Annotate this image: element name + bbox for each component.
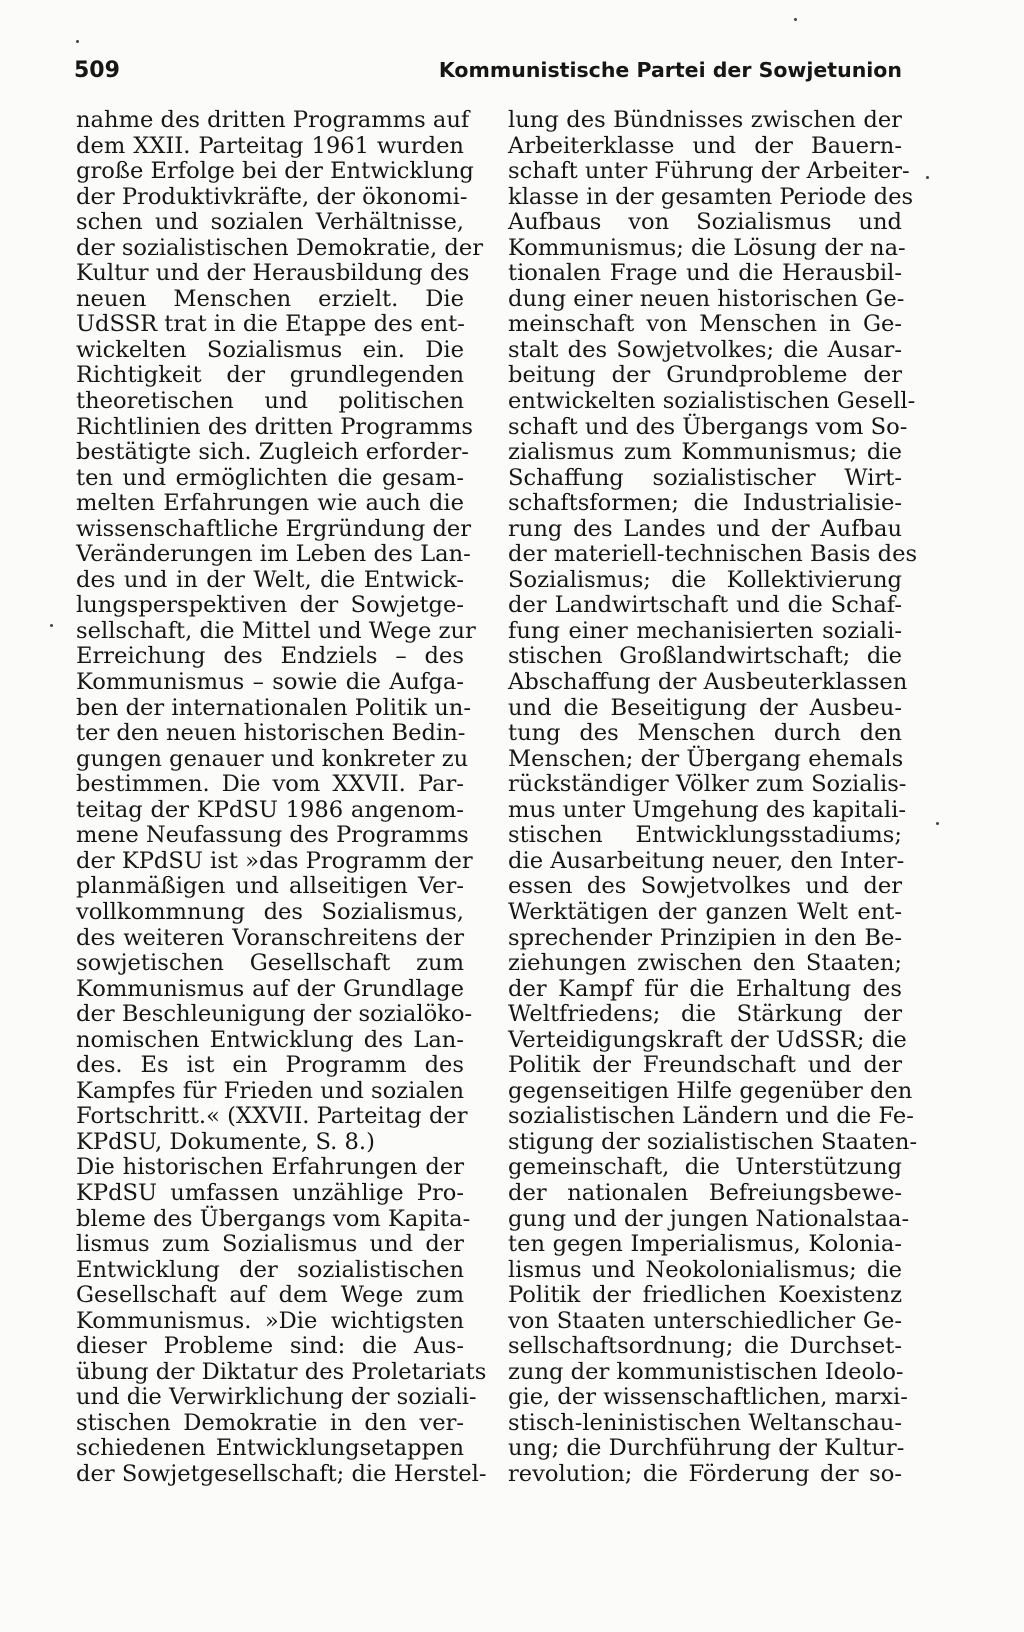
text-line: der materiell-technischen Basis des [508, 541, 918, 568]
text-line: gung und der jungen Nationalstaa- [508, 1205, 910, 1232]
text-line: sowjetischen Gesellschaft zum [76, 950, 464, 977]
text-line: Politik der friedlichen Koexistenz [508, 1282, 902, 1309]
text-line: des und in der Welt, die Entwick- [76, 566, 464, 593]
text-line: lismus zum Sozialismus und der [76, 1231, 464, 1258]
text-line: Arbeiterklasse und der Bauern- [508, 132, 902, 159]
text-line: sellschaftsordnung; die Durchset- [508, 1333, 902, 1360]
text-line: tung des Menschen durch den [508, 720, 902, 747]
text-line: Kommunismus auf der Grundlage [76, 975, 464, 1002]
text-line: große Erfolge bei der Entwicklung [76, 158, 474, 185]
text-line: der Landwirtschaft und die Schaf- [508, 592, 902, 619]
text-line: Schaffung sozialistischer Wirt- [508, 464, 902, 491]
text-line: Menschen; der Übergang ehemals [508, 745, 904, 772]
text-line: gegenseitigen Hilfe gegenüber den [508, 1077, 913, 1104]
text-line: beitung der Grundprobleme der [508, 362, 902, 389]
text-line: dem XXII. Parteitag 1961 wurden [76, 132, 464, 159]
text-line: Richtlinien des dritten Programms [76, 413, 474, 440]
text-line: vollkommnung des Sozialismus, [76, 898, 464, 925]
text-line: Richtigkeit der grundlegenden [76, 362, 464, 389]
text-line: ten gegen Imperialismus, Kolonia- [508, 1231, 902, 1258]
text-line: mene Neufassung des Programms [76, 822, 469, 849]
text-line: lismus und Neokolonialismus; die [508, 1256, 902, 1283]
text-line: Kommunismus; die Lösung der na- [508, 234, 906, 261]
text-line: der Produktivkräfte, der ökonomi- [76, 183, 468, 210]
text-line: revolution; die Förderung der so- [508, 1460, 902, 1487]
text-line: zung der kommunistischen Ideolo- [508, 1358, 904, 1385]
text-line: Werktätigen der ganzen Welt ent- [508, 898, 902, 925]
text-line: sozialistischen Ländern und die Fe- [508, 1103, 914, 1130]
text-line: Politik der Freundschaft und der [508, 1052, 902, 1079]
text-line: klasse in der gesamten Periode des [508, 183, 914, 210]
text-line: dung einer neuen historischen Ge- [508, 285, 905, 312]
text-line: ten und ermöglichten die gesam- [76, 464, 464, 491]
text-line: Abschaffung der Ausbeuterklassen [508, 669, 908, 696]
right-text-column [508, 107, 918, 1488]
scan-speck [50, 624, 53, 627]
text-line: gungen genauer und konkreter zu [76, 745, 469, 772]
text-line: ung; die Durchführung der Kultur- [508, 1435, 905, 1462]
text-line: Verteidigungskraft der UdSSR; die [508, 1026, 907, 1053]
text-line: rung des Landes und der Aufbau [508, 515, 902, 542]
text-line: die Ausarbeitung neuer, den Inter- [508, 847, 905, 874]
text-line: der Sowjetgesellschaft; die Herstel- [76, 1460, 487, 1487]
text-line: bestätigte sich. Zugleich erforder- [76, 439, 469, 466]
text-line: theoretischen und politischen [76, 388, 464, 415]
text-line: UdSSR trat in die Etappe des ent- [76, 311, 465, 338]
text-line: wickelten Sozialismus ein. Die [76, 336, 464, 363]
text-line: nomischen Entwicklung des Lan- [76, 1026, 464, 1053]
text-line: Aufbaus von Sozialismus und [508, 209, 902, 236]
text-line: Sozialismus; die Kollektivierung [508, 566, 902, 593]
text-line: von Staaten unterschiedlicher Ge- [508, 1307, 902, 1334]
text-line: bestimmen. Die vom XXVII. Par- [76, 771, 464, 798]
text-line: Weltfriedens; die Stärkung der [508, 1001, 902, 1028]
text-line: stalt des Sowjetvolkes; die Ausar- [508, 336, 902, 363]
text-line: schen und sozialen Verhältnisse, [76, 209, 464, 236]
text-line: Entwicklung der sozialistischen [76, 1256, 464, 1283]
scan-speck [794, 18, 797, 21]
text-line: entwickelten sozialistischen Gesell- [508, 388, 916, 415]
text-line: zialismus zum Kommunismus; die [508, 439, 902, 466]
text-line: stisch-leninistischen Weltanschau- [508, 1409, 902, 1436]
text-line: Die historischen Erfahrungen der [76, 1154, 464, 1181]
text-line: der Kampf für die Erhaltung des [508, 975, 902, 1002]
scan-speck [76, 40, 79, 43]
text-line: und die Beseitigung der Ausbeu- [508, 694, 902, 721]
text-line: des. Es ist ein Programm des [76, 1052, 464, 1079]
text-line: stischen Entwicklungsstadiums; [508, 822, 902, 849]
text-line: wissenschaftliche Ergründung der [76, 515, 472, 542]
text-line: gemeinschaft, die Unterstützung [508, 1154, 902, 1181]
text-line: schaft und des Übergangs vom So- [508, 413, 908, 440]
text-line: essen des Sowjetvolkes und der [508, 873, 902, 900]
text-line: ter den neuen historischen Bedin- [76, 720, 466, 747]
text-line: lung des Bündnisses zwischen der [508, 107, 902, 133]
text-line: stischen Demokratie in den ver- [76, 1409, 464, 1436]
text-line: lungsperspektiven der Sowjetge- [76, 592, 464, 619]
text-line: der sozialistischen Demokratie, der [76, 234, 484, 261]
text-line: teitag der KPdSU 1986 angenom- [76, 796, 464, 823]
text-line: melten Erfahrungen wie auch die [76, 490, 464, 517]
text-line: rückständiger Völker zum Sozialis- [508, 771, 907, 798]
text-line: tionalen Frage und die Herausbil- [508, 260, 902, 287]
scan-speck [926, 176, 929, 179]
text-line: und die Verwirklichung der soziali- [76, 1384, 477, 1411]
page-header [74, 54, 902, 94]
text-line: dieser Probleme sind: die Aus- [76, 1333, 464, 1360]
text-line: übung der Diktatur des Proletariats [76, 1358, 487, 1385]
left-text-column [76, 107, 487, 1488]
text-line: Kampfes für Frieden und sozialen [76, 1077, 464, 1104]
page-number: 509 [74, 58, 120, 83]
text-line: fung einer mechanisierten soziali- [508, 617, 902, 644]
text-line: meinschaft von Menschen in Ge- [508, 311, 902, 338]
text-line: neuen Menschen erzielt. Die [76, 285, 464, 312]
text-line: stischen Großlandwirtschaft; die [508, 643, 902, 670]
text-line: der Beschleunigung der sozialöko- [76, 1001, 473, 1028]
text-line: des weiteren Voranschreitens der [76, 924, 464, 951]
text-line: der nationalen Befreiungsbewe- [508, 1179, 902, 1206]
scan-speck [936, 822, 939, 825]
text-line: bleme des Übergangs vom Kapita- [76, 1205, 471, 1232]
text-line: Veränderungen im Leben des Lan- [76, 541, 471, 568]
text-line: KPdSU, Dokumente, S. 8.) [76, 1128, 375, 1155]
text-line: planmäßigen und allseitigen Ver- [76, 873, 464, 900]
text-line: Erreichung des Endziels – des [76, 643, 464, 670]
text-line: mus unter Umgehung des kapitali- [508, 796, 906, 823]
text-line: gie, der wissenschaftlichen, marxi- [508, 1384, 908, 1411]
text-line: nahme des dritten Programms auf [76, 107, 470, 133]
text-line: ben der internationalen Politik un- [76, 694, 471, 721]
text-line: der KPdSU ist »das Programm der [76, 847, 473, 874]
text-line: sprechender Prinzipien in den Be- [508, 924, 902, 951]
text-line: Kommunismus. »Die wichtigsten [76, 1307, 464, 1334]
text-line: KPdSU umfassen unzählige Pro- [76, 1179, 464, 1206]
text-line: Gesellschaft auf dem Wege zum [76, 1282, 464, 1309]
text-line: Fortschritt.« (XXVII. Parteitag der [76, 1103, 468, 1130]
text-line: schiedenen Entwicklungsetappen [76, 1435, 464, 1462]
text-line: stigung der sozialistischen Staaten- [508, 1128, 918, 1155]
text-line: ziehungen zwischen den Staaten; [508, 950, 902, 977]
running-title: Kommunistische Partei der Sowjetunion [438, 58, 902, 82]
text-line: Kommunismus – sowie die Aufga- [76, 669, 464, 696]
text-line: schaft unter Führung der Arbeiter- [508, 158, 910, 185]
text-line: Kultur und der Herausbildung des [76, 260, 470, 287]
text-line: sellschaft, die Mittel und Wege zur [76, 617, 476, 644]
text-line: schaftsformen; die Industrialisie- [508, 490, 902, 517]
